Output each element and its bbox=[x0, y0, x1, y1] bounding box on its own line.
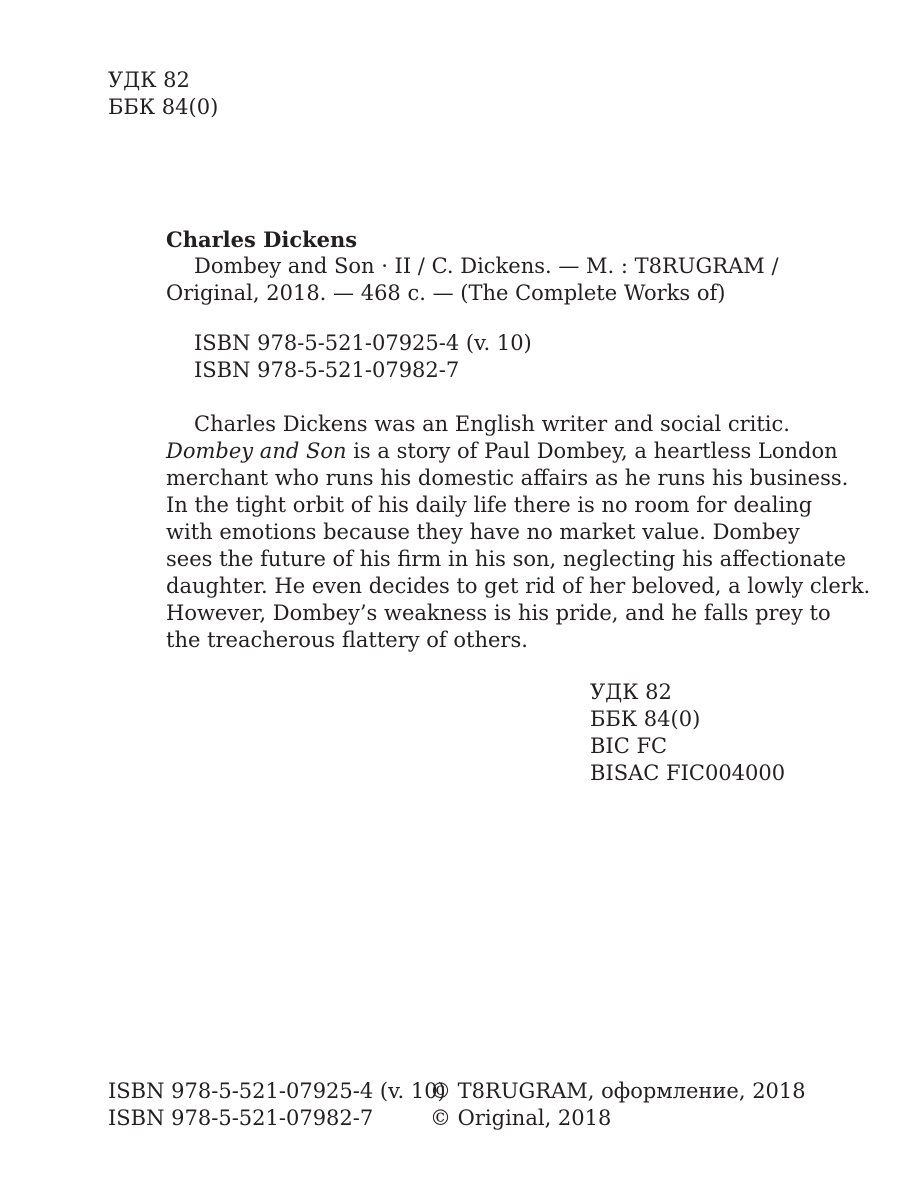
bic-code: BIC FC bbox=[590, 734, 668, 758]
bibliographic-record bbox=[166, 226, 779, 307]
bbk-code: ББК 84(0) bbox=[590, 707, 701, 731]
author-heading: Charles Dickens bbox=[166, 227, 358, 252]
annotation-line: Charles Dickens was an English writer and social critic. bbox=[194, 412, 790, 436]
isbn-block bbox=[194, 330, 532, 384]
publication-statement: Original, 2018. — 468 с. — (The Complete Works of) bbox=[166, 281, 726, 305]
annotation-line: with emotions because they have no market value. Dombey bbox=[166, 520, 800, 544]
bbk-code: ББК 84(0) bbox=[108, 95, 219, 119]
title-statement: Dombey and Son · II / C. Dickens. — M. : T8RUGRAM / bbox=[194, 254, 779, 278]
annotation-line bbox=[166, 438, 838, 465]
copyright-design: © T8RUGRAM, оформление, 2018 bbox=[430, 1079, 806, 1103]
isbn-set: ISBN 978-5-521-07982-7 bbox=[194, 358, 460, 382]
annotation-line: However, Dombey’s weakness is his pride, and he falls prey to bbox=[166, 601, 831, 625]
bisac-code: BISAC FIC004000 bbox=[590, 761, 786, 785]
footer-isbn-volume: ISBN 978-5-521-07925-4 (v. 10) bbox=[108, 1079, 446, 1103]
annotation-line: In the tight orbit of his daily life there is no room for dealing bbox=[166, 493, 813, 517]
right-classification bbox=[590, 679, 785, 787]
footer-copyright bbox=[430, 1078, 806, 1132]
annotation-line: the treacherous flattery of others. bbox=[166, 628, 528, 652]
annotation-paragraph bbox=[166, 411, 871, 654]
isbn-volume: ISBN 978-5-521-07925-4 (v. 10) bbox=[194, 331, 532, 355]
footer-isbn-set: ISBN 978-5-521-07982-7 bbox=[108, 1106, 374, 1130]
udk-code: УДК 82 bbox=[590, 680, 672, 704]
copyright-original: © Original, 2018 bbox=[430, 1106, 612, 1130]
footer-isbn bbox=[108, 1078, 446, 1132]
annotation-line: daughter. He even decides to get rid of her beloved, a lowly clerk. bbox=[166, 574, 871, 598]
annotation-line: merchant who runs his domestic affairs as he runs his business. bbox=[166, 466, 849, 490]
udk-code: УДК 82 bbox=[108, 68, 190, 92]
annotation-line: sees the future of his firm in his son, neglecting his affectionate bbox=[166, 547, 847, 571]
annotation-line-text: is a story of Paul Dombey, a heartless London bbox=[346, 439, 838, 463]
book-title-italic: Dombey and Son bbox=[166, 439, 347, 463]
top-classification bbox=[108, 67, 218, 121]
